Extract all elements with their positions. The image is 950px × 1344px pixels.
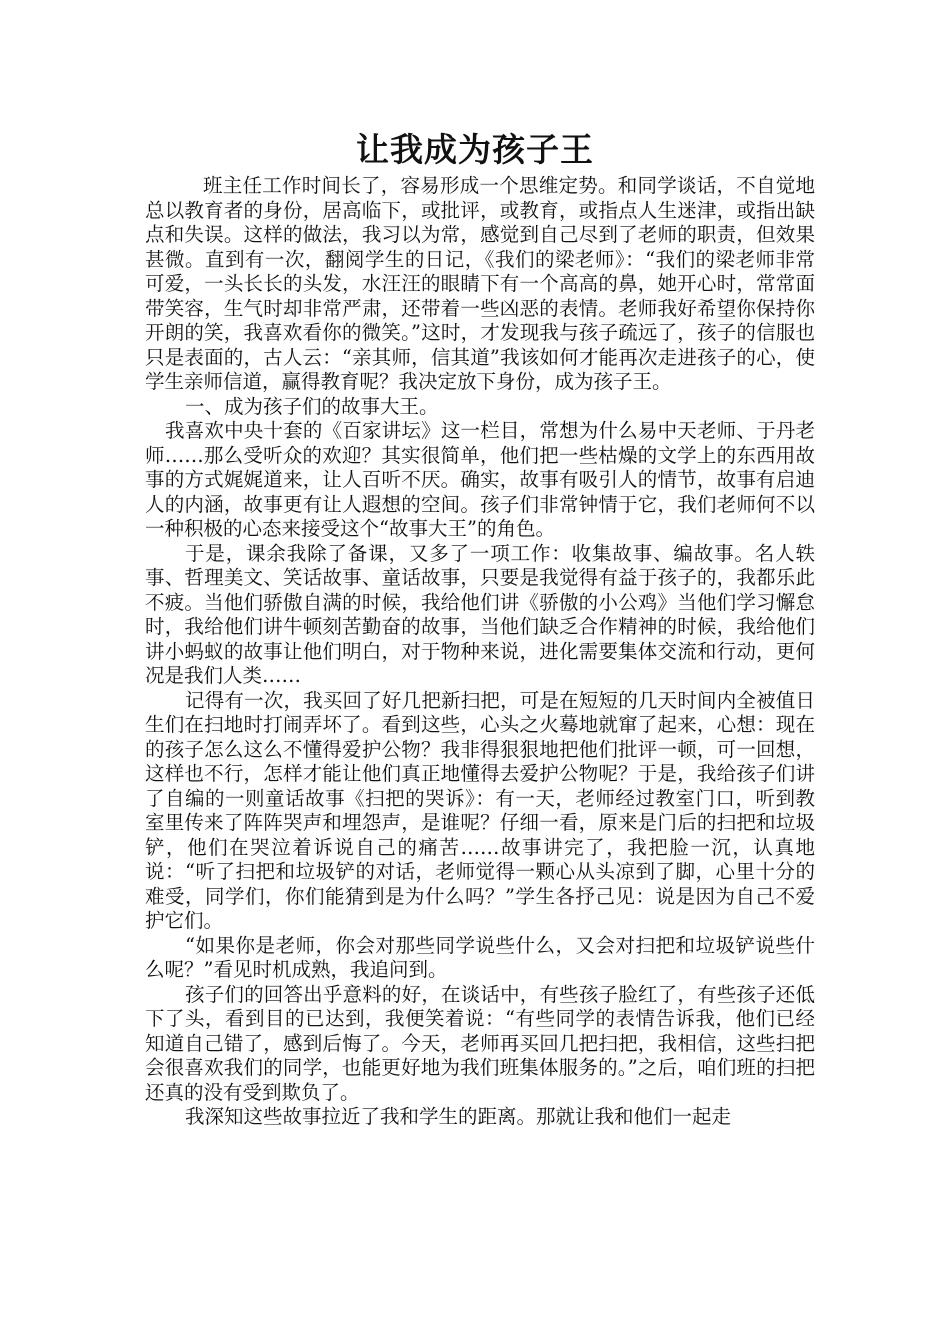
paragraph-children-answer: 孩子们的回答出乎意料的好，在谈话中，有些孩子脸红了，有些孩子还低下了头，看到目的已达到，我便笑着说：“有些同学的表情告诉我，他们已经知道自己错了，感到后悔了。今天，老师再买回几把扫把，我相信，这些扫把会很喜欢我们的同学，也能更好地为我们班集体服务的。”之后，咱们班的扫把还真的没有受到欺负了。 [145, 982, 815, 1104]
paragraph-broom-story: 记得有一次，我买回了好几把新扫把，可是在短短的几天时间内全被值日生们在扫地时打闹弄坏了。看到这些，心头之火蓦地就窜了起来，心想：现在的孩子怎么这么不懂得爱护公物？我非得狠狠地把他们批评一顿，可一回想，这样也不行，怎样才能让他们真正地懂得去爱护公物呢？于是，我给孩子们讲了自编的一则童话故事《扫把的哭诉》：有一天，老师经过教室门口，听到教室里传来了阵阵哭声和埋怨声，是谁呢？仔细一看，原来是门后的扫把和垃圾铲，他们在哭泣着诉说自己的痛苦……故事讲完了，我把脸一沉，认真地说：“听了扫把和垃圾铲的对话，老师觉得一颗心从头凉到了脚，心里十分的难受，同学们，你们能猜到是为什么吗？”学生各抒己见：说是因为自己不爱护它们。 [145, 688, 815, 932]
document-title: 让我成为孩子王 [356, 130, 594, 169]
document-body [145, 174, 815, 1130]
paragraph-collect-stories: 于是，课余我除了备课，又多了一项工作：收集故事、编故事。名人轶事、哲理美文、笑话故事、童话故事，只要是我觉得有益于孩子的，我都乐此不疲。当他们骄傲自满的时候，我给他们讲《骄傲的小公鸡》当他们学习懈怠时，我给他们讲牛顿刻苦勤奋的故事，当他们缺乏合作精神的时候，我给他们讲小蚂蚁的故事让他们明白，对于物种来说，进化需要集体交流和行动，更何况是我们人类…… [145, 541, 815, 687]
paragraph-lecture-room: 我喜欢中央十套的《百家讲坛》这一栏目，常想为什么易中天老师、于丹老师……那么受听众的欢迎？其实很简单，他们把一些枯燥的文学上的东西用故事的方式娓娓道来，让人百听不厌。确实，故事有吸引人的情节，故事有启迪人的内涵，故事更有让人遐想的空间。孩子们非常钟情于它，我们老师何不以一种积极的心态来接受这个“故事大王”的角色。 [145, 419, 815, 540]
paragraph-conclusion: 我深知这些故事拉近了我和学生的距离。那就让我和他们一起走 [185, 1105, 732, 1128]
section-heading-storyteller: 一、成为孩子们的故事大王。 [185, 394, 439, 418]
paragraph-intro: 班主任工作时间长了，容易形成一个思维定势。和同学谈话，不自觉地总以教育者的身份，居高临下，或批评，或教育，或指点人生迷津，或指出缺点和失误。这样的做法，我习以为常，感觉到自己尽到了老师的职责，但效果甚微。直到有一次，翻阅学生的日记，《我们的梁老师》：“我们的梁老师非常可爱，一头长长的头发，水汪汪的眼睛下有一个高高的鼻，她开心时，常常面带笑容，生气时却非常严肃，还带着一些凶恶的表情。老师我好希望你保持你开朗的笑，我喜欢看你的微笑。”这时，才发现我与孩子疏远了，孩子的信服也只是表面的，古人云：“亲其师，信其道”我该如何才能再次走进孩子的心，使学生亲师信道，赢得教育呢？我决定放下身份，成为孩子王。 [145, 174, 815, 393]
paragraph-follow-up-question: “如果你是老师，你会对那些同学说些什么，又会对扫把和垃圾铲说些什么呢？”看见时机成熟，我追问到。 [145, 933, 815, 981]
